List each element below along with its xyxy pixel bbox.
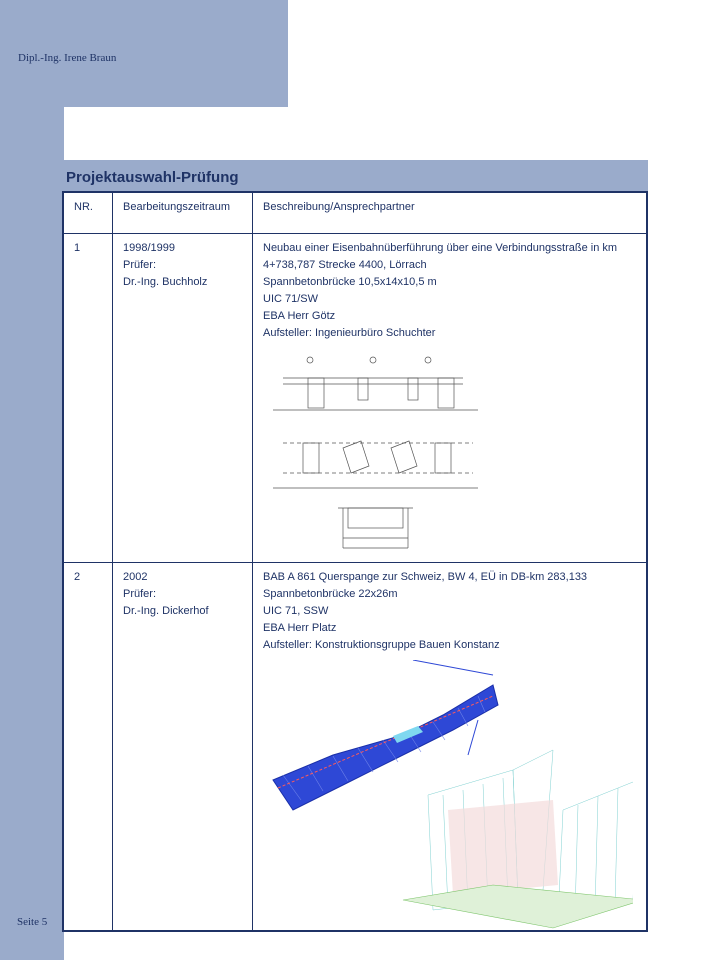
page-number: Seite 5 <box>17 916 48 928</box>
row-description-cell <box>253 563 648 932</box>
row-period-cell <box>113 563 253 932</box>
left-decor-band <box>0 0 64 960</box>
corner-curve <box>64 107 114 160</box>
table-header-row <box>63 192 647 234</box>
examiner-name: Dr.-Ing. Dickerhof <box>123 605 209 617</box>
author-name: Dipl.-Ing. Irene Braun <box>18 52 117 64</box>
row-period: 1998/1999 <box>123 242 175 254</box>
project-table <box>62 191 648 932</box>
examiner-name: Dr.-Ing. Buchholz <box>123 276 208 288</box>
description-line: Spannbetonbrücke 10,5x14x10,5 m <box>263 276 437 288</box>
row-period-cell <box>113 234 253 563</box>
row-nr: 2 <box>63 563 113 932</box>
description-line: Aufsteller: Ingenieurbüro Schuchter <box>263 327 436 339</box>
description-line: Aufsteller: Konstruktionsgruppe Bauen Konstanz <box>263 639 500 651</box>
table-row <box>63 563 647 932</box>
description-line: BAB A 861 Querspange zur Schweiz, BW 4, EÜ in DB-km 283,133 <box>263 571 588 583</box>
description-line: UIC 71, SSW <box>263 605 329 617</box>
description-line: Spannbetonbrücke 22x26m <box>263 588 398 600</box>
description-line: UIC 71/SW <box>263 293 319 305</box>
description-line: Neubau einer Eisenbahnüberführung über eine Verbindungsstraße in km 4+738,787 Strecke 4400, Lörrach <box>263 242 618 271</box>
description-line: EBA Herr Platz <box>263 622 337 634</box>
row-nr: 1 <box>63 234 113 563</box>
header-nr: NR. <box>63 192 113 234</box>
examiner-label: Prüfer: <box>123 259 157 271</box>
header-description: Beschreibung/Ansprechpartner <box>253 192 648 234</box>
section-title: Projektauswahl-Prüfung <box>66 169 239 186</box>
bridge-3d-model-image <box>253 660 633 930</box>
row-description-cell <box>253 234 648 563</box>
header-period: Bearbeitungszeitraum <box>113 192 253 234</box>
bridge-drawing-image <box>263 348 493 558</box>
examiner-label: Prüfer: <box>123 588 157 600</box>
description-line: EBA Herr Götz <box>263 310 336 322</box>
row-period: 2002 <box>123 571 148 583</box>
table-row <box>63 234 647 563</box>
